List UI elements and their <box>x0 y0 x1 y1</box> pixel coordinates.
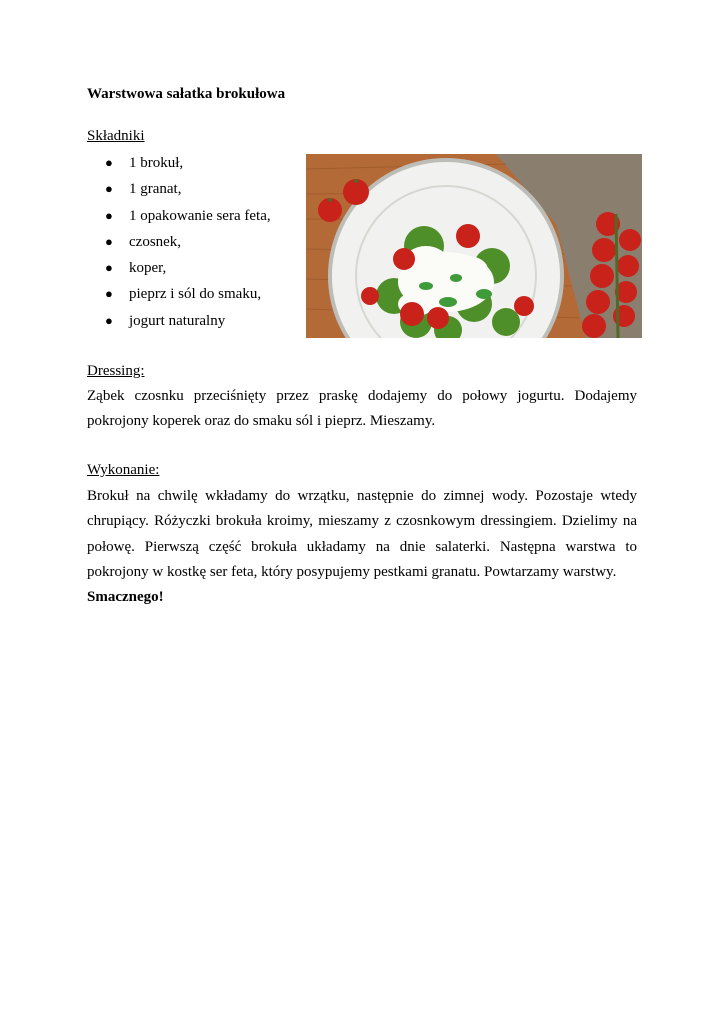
closing-text: Smacznego! <box>87 589 164 605</box>
bullet-icon: ● <box>105 260 113 276</box>
ingredient-text: jogurt naturalny <box>129 312 226 329</box>
method-heading: Wykonanie: <box>87 462 160 478</box>
list-item <box>105 153 271 179</box>
salad-photo <box>306 154 642 338</box>
dressing-text: Ząbek czosnku przeciśnięty przez praskę dodajemy do połowy jogurtu. Dodajemy pokrojony koperek oraz do smaku sól i pieprz. Mieszamy. <box>87 388 637 430</box>
recipe-title: Warstwowa sałatka brokułowa <box>87 86 286 102</box>
bullet-icon: ● <box>105 312 113 328</box>
bullet-icon: ● <box>105 286 113 302</box>
ingredient-text: pieprz i sól do smaku, <box>129 286 262 303</box>
dressing-heading: Dressing: <box>87 363 145 379</box>
ingredient-text: 1 brokuł, <box>129 155 184 171</box>
ingredient-text: koper, <box>129 260 167 277</box>
list-item <box>105 232 271 258</box>
bullet-icon: ● <box>105 207 113 223</box>
bullet-icon: ● <box>105 155 113 170</box>
list-item <box>105 284 271 310</box>
salad-plate-illustration <box>306 154 642 338</box>
list-item <box>105 206 271 232</box>
ingredient-text: 1 opakowanie sera feta, <box>129 207 271 224</box>
ingredients-list <box>105 153 271 337</box>
list-item <box>105 311 271 337</box>
list-item <box>105 258 271 284</box>
ingredient-text: 1 granat, <box>129 181 182 198</box>
bullet-icon: ● <box>105 181 113 197</box>
ingredient-text: czosnek, <box>129 233 182 250</box>
list-item <box>105 179 271 205</box>
bullet-icon: ● <box>105 233 113 249</box>
method-text: Brokuł na chwilę wkładamy do wrzątku, następnie do zimnej wody. Pozostaje wtedy chrupiący. Różyczki brokuła kroimy, mieszamy z czosnkowym dressingiem. Dzielimy na połowę. Pierwszą część brokuła układamy na dnie salaterki. Następna warstwa to pokrojony w kostkę ser feta, który posypujemy pestkami granatu. Powtarzamy warstwy. <box>87 488 637 580</box>
ingredients-heading: Składniki <box>87 128 145 144</box>
